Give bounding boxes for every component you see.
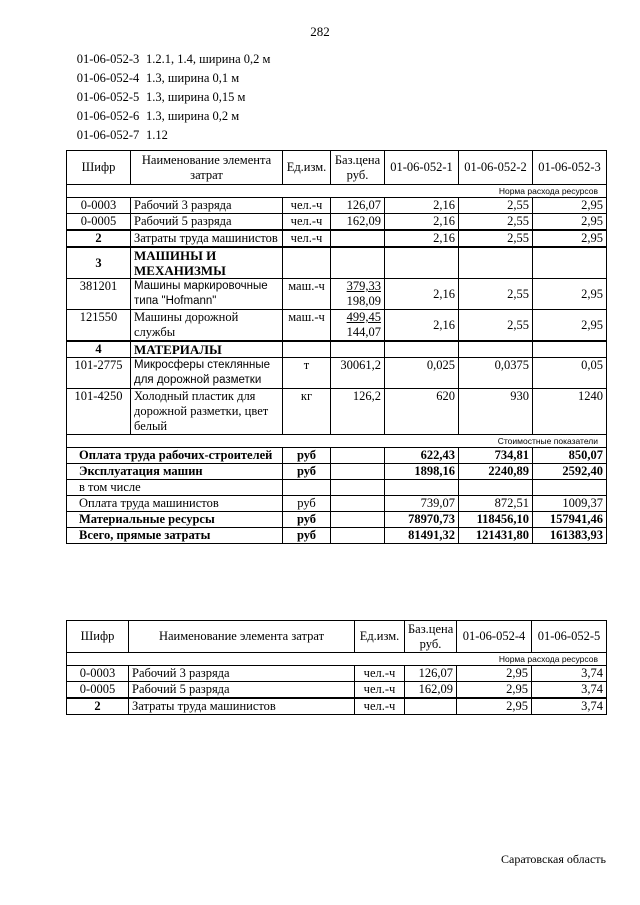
cost-row xyxy=(67,512,607,528)
code-list-item xyxy=(70,107,270,126)
cell-name: МАШИНЫ И МЕХАНИЗМЫ xyxy=(131,247,283,279)
code: 01-06-052-7 xyxy=(76,128,140,142)
cell-code: 0-0003 xyxy=(67,666,129,682)
cell-price: 162,09 xyxy=(331,214,385,231)
cell-unit: чел.-ч xyxy=(283,198,331,214)
cell-unit: чел.-ч xyxy=(283,214,331,231)
cell-price: 30061,2 xyxy=(331,358,385,389)
cost-row xyxy=(67,464,607,480)
code-list-item xyxy=(70,69,270,88)
table-row xyxy=(67,698,607,715)
col-header: Баз.цена руб. xyxy=(331,151,385,185)
cell-empty xyxy=(385,341,459,358)
code-desc: 1.12 xyxy=(146,128,168,142)
cell-code: 101-2775 xyxy=(67,358,131,389)
cost-value xyxy=(385,480,459,496)
cost-value: 161383,93 xyxy=(533,528,607,544)
table-header-row xyxy=(67,151,607,185)
cell-value: 2,55 xyxy=(459,198,533,214)
cost-value: 850,07 xyxy=(533,448,607,464)
cell-value: 2,16 xyxy=(385,279,459,310)
cost-unit: руб xyxy=(283,464,331,480)
cell-value: 1240 xyxy=(533,389,607,435)
table-row xyxy=(67,682,607,699)
cell-name: Рабочий 3 разряда xyxy=(131,198,283,214)
cell-empty xyxy=(283,341,331,358)
cell-name: Холодный пластик для дорожной разметки, цвет белый xyxy=(131,389,283,435)
cell-value: 3,74 xyxy=(532,698,607,715)
cost-value: 2592,40 xyxy=(533,464,607,480)
code: 01-06-052-6 xyxy=(76,109,140,123)
code: 01-06-052-4 xyxy=(76,71,140,85)
col-header: 01-06-052-4 xyxy=(457,621,532,653)
cell-price: 126,07 xyxy=(331,198,385,214)
cell-unit: кг xyxy=(283,389,331,435)
section-row xyxy=(67,653,607,666)
cell-empty xyxy=(331,448,385,464)
cell-value: 930 xyxy=(459,389,533,435)
cell-name: Машины маркировочные типа "Hofmann" xyxy=(131,279,283,310)
cost-name: Оплата труда рабочих-строителей xyxy=(67,448,283,464)
cell-empty xyxy=(533,247,607,279)
cell-empty xyxy=(331,341,385,358)
code: 01-06-052-3 xyxy=(76,52,140,66)
col-header: Баз.цена руб. xyxy=(405,621,457,653)
section-row xyxy=(67,435,607,448)
cell-value: 2,95 xyxy=(533,214,607,231)
price-main: 499,45 xyxy=(346,310,381,324)
cell-value: 2,95 xyxy=(533,198,607,214)
code-desc: 1.2.1, 1.4, ширина 0,2 м xyxy=(146,52,271,66)
table-row xyxy=(67,214,607,231)
cell-code: 4 xyxy=(67,341,131,358)
cell-unit: т xyxy=(283,358,331,389)
cost-row xyxy=(67,496,607,512)
cell-price: 126,07 xyxy=(405,666,457,682)
col-header: Ед.изм. xyxy=(283,151,331,185)
price-main: 379,33 xyxy=(346,279,381,293)
cell-value: 0,025 xyxy=(385,358,459,389)
cell-value: 2,16 xyxy=(385,198,459,214)
cell-empty xyxy=(385,247,459,279)
cost-unit: руб xyxy=(283,512,331,528)
code: 01-06-052-5 xyxy=(76,90,140,104)
cell-unit: маш.-ч xyxy=(283,279,331,310)
cell-unit: чел.-ч xyxy=(355,682,405,699)
cell-empty xyxy=(533,341,607,358)
cost-unit: руб xyxy=(283,496,331,512)
cost-value: 872,51 xyxy=(459,496,533,512)
cell-value: 3,74 xyxy=(532,666,607,682)
section-label: Норма расхода ресурсов xyxy=(67,185,607,198)
col-header: Наименование элемента затрат xyxy=(131,151,283,185)
code-list-item xyxy=(70,50,270,69)
col-header: Шифр xyxy=(67,621,129,653)
cell-value: 2,16 xyxy=(385,230,459,247)
cost-value: 118456,10 xyxy=(459,512,533,528)
code-desc: 1.3, ширина 0,15 м xyxy=(146,90,246,104)
cell-value: 0,0375 xyxy=(459,358,533,389)
cell-empty xyxy=(331,464,385,480)
cell-price: 126,2 xyxy=(331,389,385,435)
footer-region: Саратовская область xyxy=(500,852,606,866)
cell-value: 2,95 xyxy=(457,682,532,699)
table-row xyxy=(67,666,607,682)
col-header: 01-06-052-5 xyxy=(532,621,607,653)
cell-value: 2,55 xyxy=(459,214,533,231)
cell-name: МАТЕРИАЛЫ xyxy=(131,341,283,358)
cell-value: 2,95 xyxy=(533,230,607,247)
cost-value: 622,43 xyxy=(385,448,459,464)
cell-code: 3 xyxy=(67,247,131,279)
cell-price xyxy=(331,310,385,342)
cost-value: 81491,32 xyxy=(385,528,459,544)
cell-value: 3,74 xyxy=(532,682,607,699)
cost-value: 1009,37 xyxy=(533,496,607,512)
cell-value: 2,95 xyxy=(457,698,532,715)
col-header: 01-06-052-1 xyxy=(385,151,459,185)
table-row xyxy=(67,389,607,435)
cost-value: 1898,16 xyxy=(385,464,459,480)
cost-name: Всего, прямые затраты xyxy=(67,528,283,544)
col-header: Наименование элемента затрат xyxy=(129,621,355,653)
table-row xyxy=(67,358,607,389)
price-wage: 144,07 xyxy=(346,325,381,339)
cost-unit xyxy=(283,480,331,496)
cell-code: 121550 xyxy=(67,310,131,342)
col-header: Шифр xyxy=(67,151,131,185)
cost-unit: руб xyxy=(283,448,331,464)
code-desc: 1.3, ширина 0,1 м xyxy=(146,71,240,85)
cell-name: Рабочий 3 разряда xyxy=(129,666,355,682)
cell-name: Рабочий 5 разряда xyxy=(131,214,283,231)
code-list-item xyxy=(70,88,270,107)
cell-code: 0-0005 xyxy=(67,214,131,231)
code-desc: 1.3, ширина 0,2 м xyxy=(146,109,240,123)
cell-value: 620 xyxy=(385,389,459,435)
cell-value: 2,95 xyxy=(533,279,607,310)
cell-empty xyxy=(331,247,385,279)
cell-price: 162,09 xyxy=(405,682,457,699)
table-row xyxy=(67,247,607,279)
table-row xyxy=(67,279,607,310)
cost-row xyxy=(67,448,607,464)
cell-value: 2,95 xyxy=(457,666,532,682)
section-label: Норма расхода ресурсов xyxy=(67,653,607,666)
cost-name: в том числе xyxy=(67,480,283,496)
cell-empty xyxy=(331,480,385,496)
cost-value: 739,07 xyxy=(385,496,459,512)
cell-value: 2,55 xyxy=(459,230,533,247)
resource-table-1 xyxy=(66,150,607,544)
cell-empty xyxy=(331,496,385,512)
col-header: 01-06-052-2 xyxy=(459,151,533,185)
cell-code: 381201 xyxy=(67,279,131,310)
cost-name: Оплата труда машинистов xyxy=(67,496,283,512)
cell-code: 101-4250 xyxy=(67,389,131,435)
table-header-row xyxy=(67,621,607,653)
cost-value: 734,81 xyxy=(459,448,533,464)
cell-code: 0-0003 xyxy=(67,198,131,214)
col-header: 01-06-052-3 xyxy=(533,151,607,185)
cost-value xyxy=(533,480,607,496)
cell-unit: чел.-ч xyxy=(355,698,405,715)
cell-value: 2,55 xyxy=(459,279,533,310)
cell-name: Рабочий 5 разряда xyxy=(129,682,355,699)
cell-unit: чел.-ч xyxy=(283,230,331,247)
table-row xyxy=(67,230,607,247)
cell-name: Затраты труда машинистов xyxy=(131,230,283,247)
cost-row xyxy=(67,480,607,496)
cell-code: 0-0005 xyxy=(67,682,129,699)
cell-price xyxy=(331,230,385,247)
table-row xyxy=(67,310,607,342)
resource-table-2 xyxy=(66,620,607,715)
section-label: Стоимостные показатели xyxy=(67,435,607,448)
cell-name: Затраты труда машинистов xyxy=(129,698,355,715)
cost-value: 78970,73 xyxy=(385,512,459,528)
cell-empty xyxy=(459,247,533,279)
cost-value: 157941,46 xyxy=(533,512,607,528)
col-header: Ед.изм. xyxy=(355,621,405,653)
cell-value: 2,95 xyxy=(533,310,607,342)
cell-unit: маш.-ч xyxy=(283,310,331,342)
cell-price xyxy=(405,698,457,715)
table-row xyxy=(67,341,607,358)
cell-empty xyxy=(331,528,385,544)
section-row xyxy=(67,185,607,198)
cost-value: 121431,80 xyxy=(459,528,533,544)
cell-value: 2,55 xyxy=(459,310,533,342)
cell-empty xyxy=(331,512,385,528)
cell-value: 2,16 xyxy=(385,214,459,231)
cell-name: Микросферы стеклянные для дорожной разметки xyxy=(131,358,283,389)
cell-value: 2,16 xyxy=(385,310,459,342)
cost-name: Материальные ресурсы xyxy=(67,512,283,528)
cell-name: Машины дорожной службы xyxy=(131,310,283,342)
cost-name: Эксплуатация машин xyxy=(67,464,283,480)
cost-unit: руб xyxy=(283,528,331,544)
cell-empty xyxy=(283,247,331,279)
cell-price xyxy=(331,279,385,310)
cell-code: 2 xyxy=(67,230,131,247)
cost-row xyxy=(67,528,607,544)
table-row xyxy=(67,198,607,214)
cell-empty xyxy=(459,341,533,358)
code-list-item xyxy=(70,126,270,145)
cost-value: 2240,89 xyxy=(459,464,533,480)
price-wage: 198,09 xyxy=(346,294,381,308)
cell-value: 0,05 xyxy=(533,358,607,389)
cost-value xyxy=(459,480,533,496)
page-number: 282 xyxy=(310,24,330,39)
cell-unit: чел.-ч xyxy=(355,666,405,682)
code-list xyxy=(70,50,270,145)
cell-code: 2 xyxy=(67,698,129,715)
